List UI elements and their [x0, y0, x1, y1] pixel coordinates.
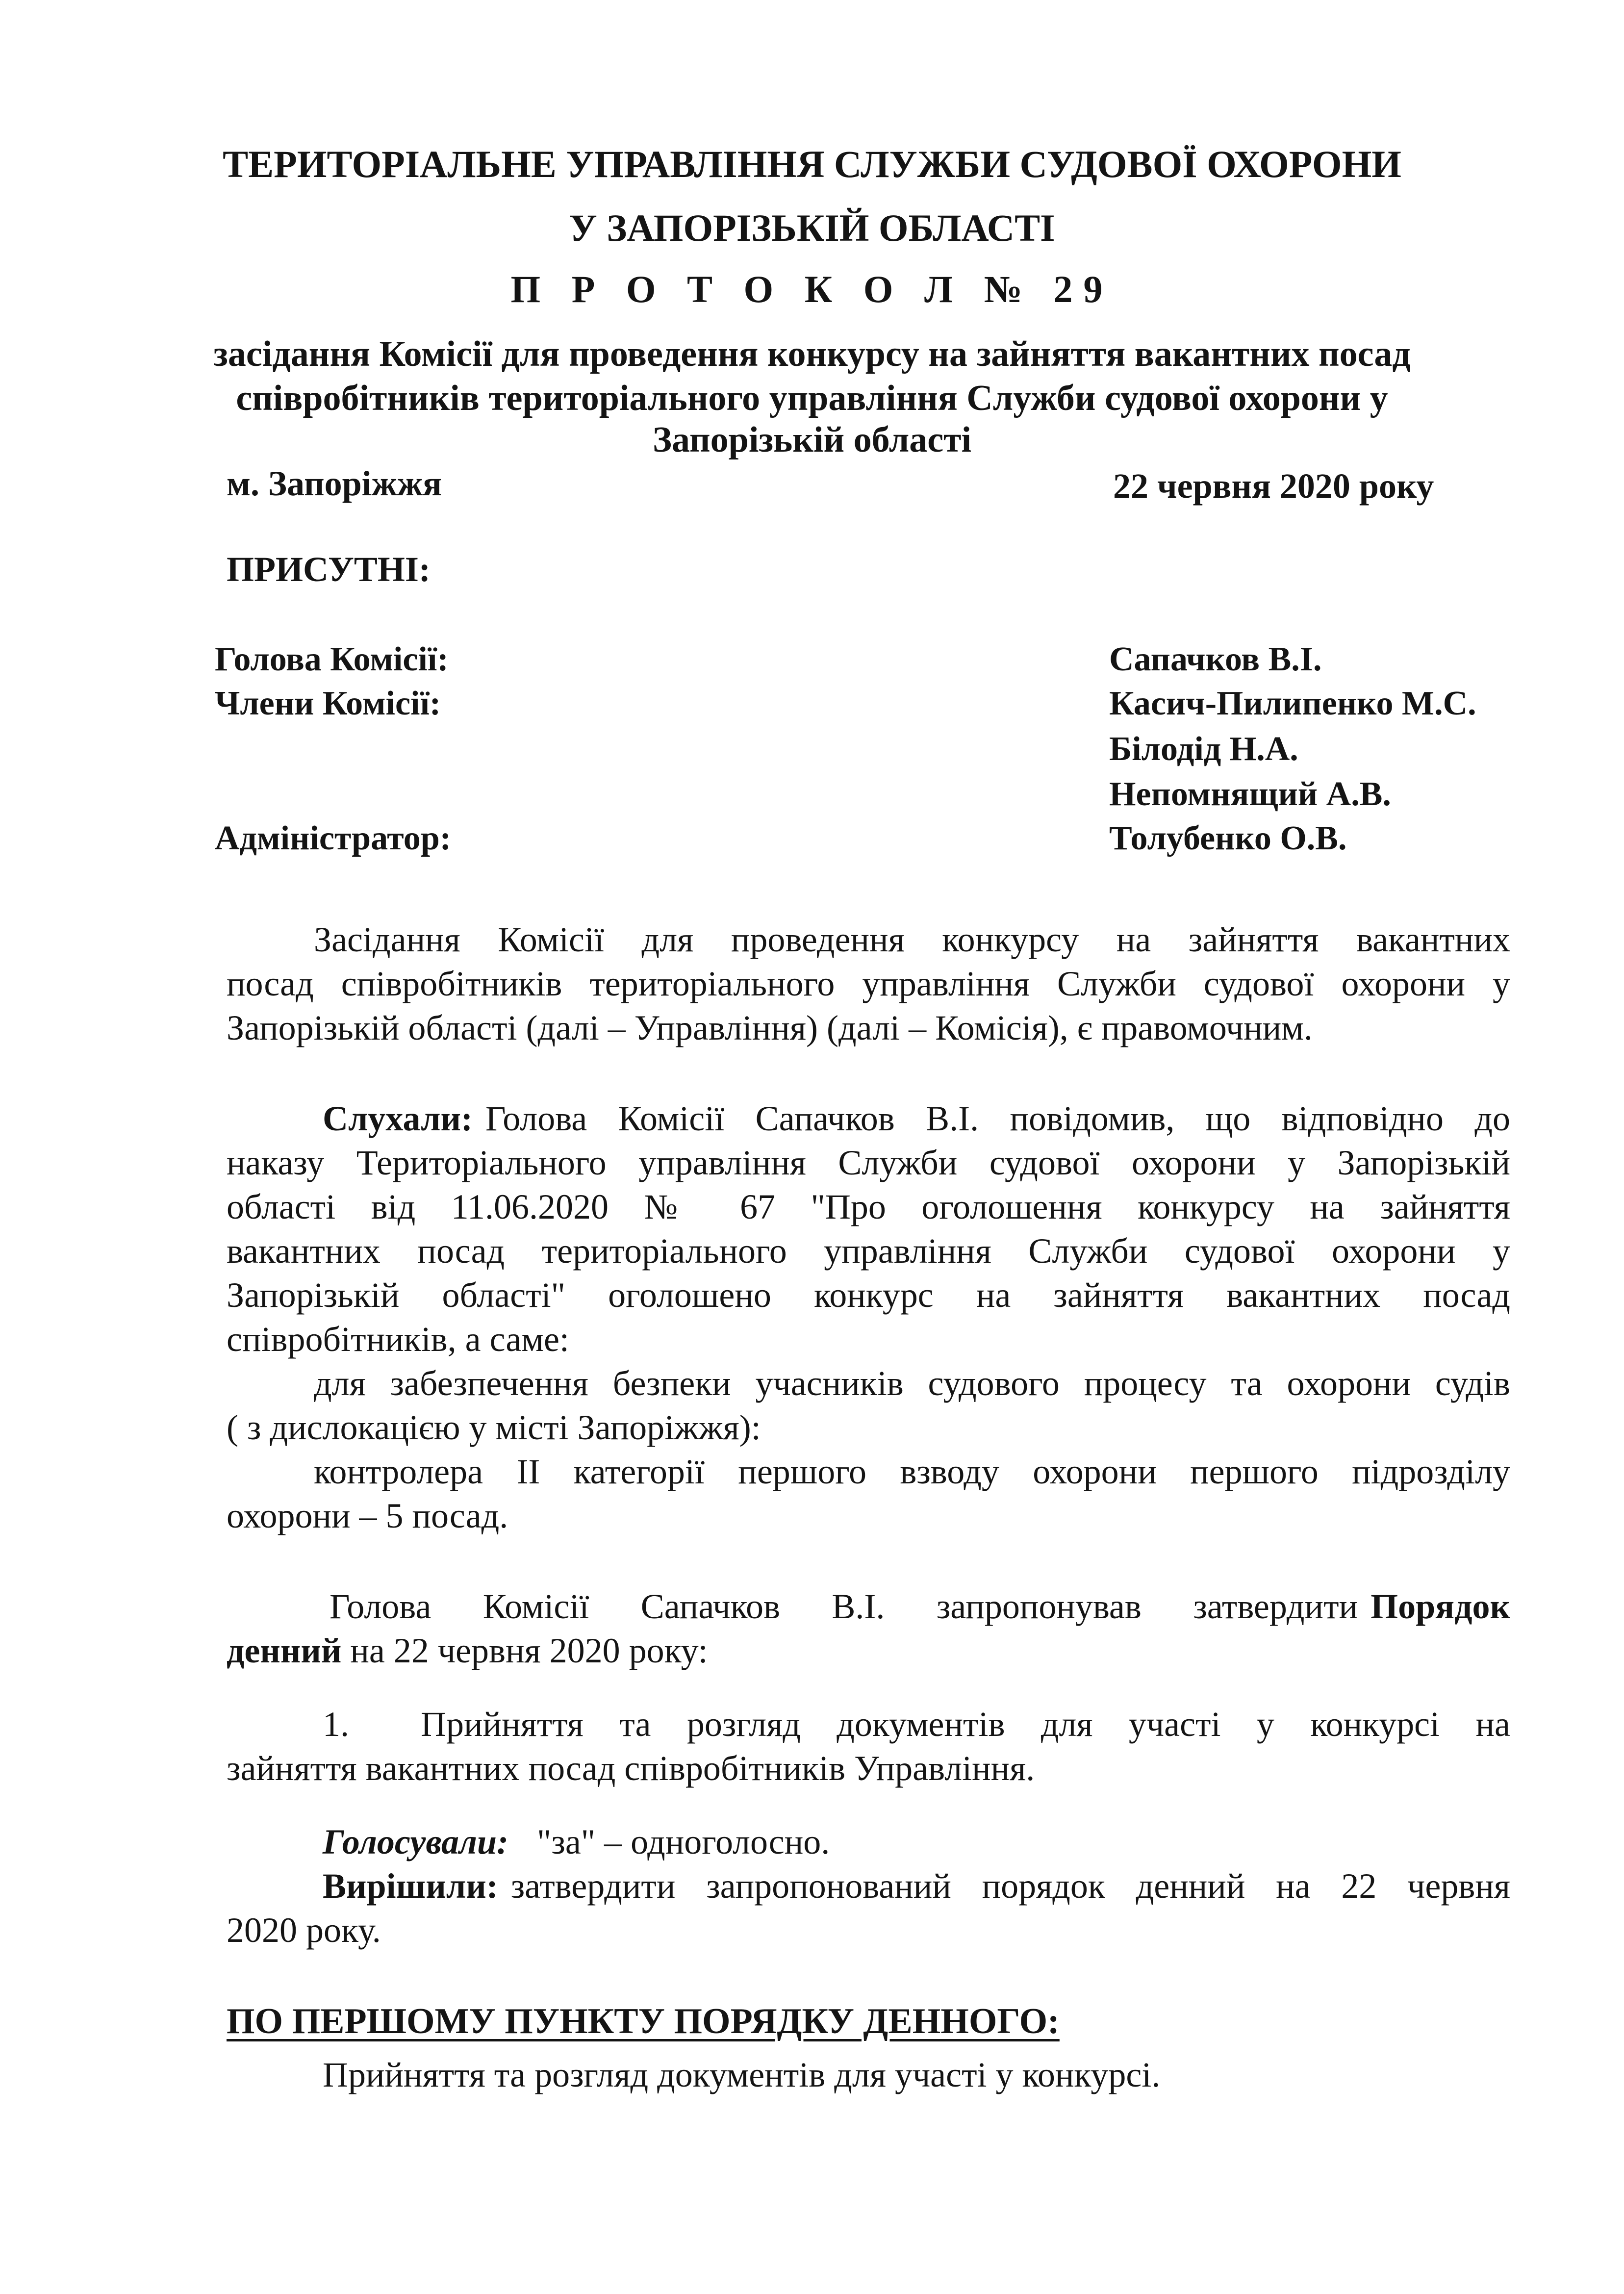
heard-line: вакантних посад територіального управління Служби судової охорони у	[227, 1231, 1510, 1271]
intro-line: посад співробітників територіального управління Служби судової охорони у	[227, 964, 1510, 1003]
subtitle-line3: Запорізькій області	[652, 420, 972, 460]
purpose-line: ( з дислокацією у місті Запоріжжя):	[227, 1408, 761, 1447]
proposal-bold: денний	[227, 1631, 342, 1670]
member-name: Касич-Пилипенко М.С.	[1109, 685, 1476, 722]
vote-line	[323, 1822, 830, 1862]
members-label: Члени Комісії:	[215, 685, 441, 722]
chair-label: Голова Комісії:	[215, 640, 449, 678]
decision-label: Вирішили:	[323, 1866, 498, 1906]
org-name-line1: ТЕРИТОРІАЛЬНЕ УПРАВЛІННЯ СЛУЖБИ СУДОВОЇ ОХОРОНИ	[223, 143, 1401, 185]
position-line: контролера ІІ категорії першого взводу охорони першого підрозділу	[314, 1452, 1510, 1491]
org-name-line2: У ЗАПОРІЗЬКІЙ ОБЛАСТІ	[569, 206, 1055, 249]
proposal-line2	[227, 1631, 708, 1671]
first-item-text: Прийняття та розгляд документів для участі у конкурсі.	[323, 2055, 1161, 2094]
vote-result: "за" – одноголосно.	[536, 1822, 830, 1861]
heard-line: наказу Територіального управління Служби судової охорони у Запорізькій	[227, 1143, 1510, 1182]
heard-first-line	[323, 1098, 1510, 1139]
proposal-bold: Порядок	[1370, 1587, 1510, 1626]
proposal-text: Голова Комісії Сапачков В.І. запропонував затвердити	[330, 1587, 1358, 1626]
agenda-item-number: 1.	[323, 1705, 349, 1744]
purpose-line: для забезпечення безпеки учасників судового процесу та охорони судів	[314, 1364, 1510, 1403]
subtitle-line2: співробітників територіального управління Служби судової охорони у	[236, 378, 1388, 418]
proposal-text: на 22 червня 2020 року:	[350, 1631, 708, 1670]
decision-text: затвердити запропонований порядок денний на 22 червня	[510, 1866, 1510, 1906]
subtitle-line1: засідання Комісії для проведення конкурсу на зайняття вакантних посад	[213, 334, 1411, 374]
member-name: Білодід Н.А.	[1109, 730, 1298, 768]
intro-line: Засідання Комісії для проведення конкурсу на зайняття вакантних	[314, 920, 1510, 959]
admin-name: Толубенко О.В.	[1109, 819, 1347, 857]
date: 22 червня 2020 року	[1113, 466, 1434, 506]
heard-text: Голова Комісії Сапачков В.І. повідомив, що відповідно до	[485, 1099, 1510, 1138]
decision-line1	[323, 1866, 1510, 1907]
heard-label: Слухали:	[323, 1099, 473, 1138]
heard-line: співробітників, а саме:	[227, 1320, 569, 1359]
agenda-item-line2: зайняття вакантних посад співробітників Управління.	[227, 1749, 1035, 1788]
intro-line: Запорізькій області (далі – Управління) (далі – Комісія), є правомочним.	[227, 1008, 1313, 1047]
decision-line2: 2020 року.	[227, 1911, 381, 1950]
heard-line: Запорізькій області" оголошено конкурс на зайняття вакантних посад	[227, 1275, 1510, 1315]
present-label: ПРИСУТНІ:	[227, 550, 431, 589]
first-item-heading: ПО ПЕРШОМУ ПУНКТУ ПОРЯДКУ ДЕННОГО:	[227, 2001, 1060, 2041]
heard-line: області від 11.06.2020 № 67 "Про оголошення конкурсу на зайняття	[227, 1187, 1510, 1226]
chair-name: Сапачков В.І.	[1109, 640, 1322, 678]
agenda-item-text: Прийняття та розгляд документів для участі у конкурсі на	[421, 1705, 1510, 1744]
admin-label: Адміністратор:	[215, 819, 452, 857]
protocol-title: П Р О Т О К О Л № 29	[510, 268, 1114, 310]
city: м. Запоріжжя	[227, 464, 442, 503]
vote-label: Голосували:	[323, 1822, 508, 1861]
agenda-item-line1	[323, 1704, 1510, 1745]
member-name: Непомнящий А.В.	[1109, 775, 1391, 813]
proposal-line1	[330, 1586, 1510, 1627]
position-line: охорони – 5 посад.	[227, 1496, 508, 1535]
